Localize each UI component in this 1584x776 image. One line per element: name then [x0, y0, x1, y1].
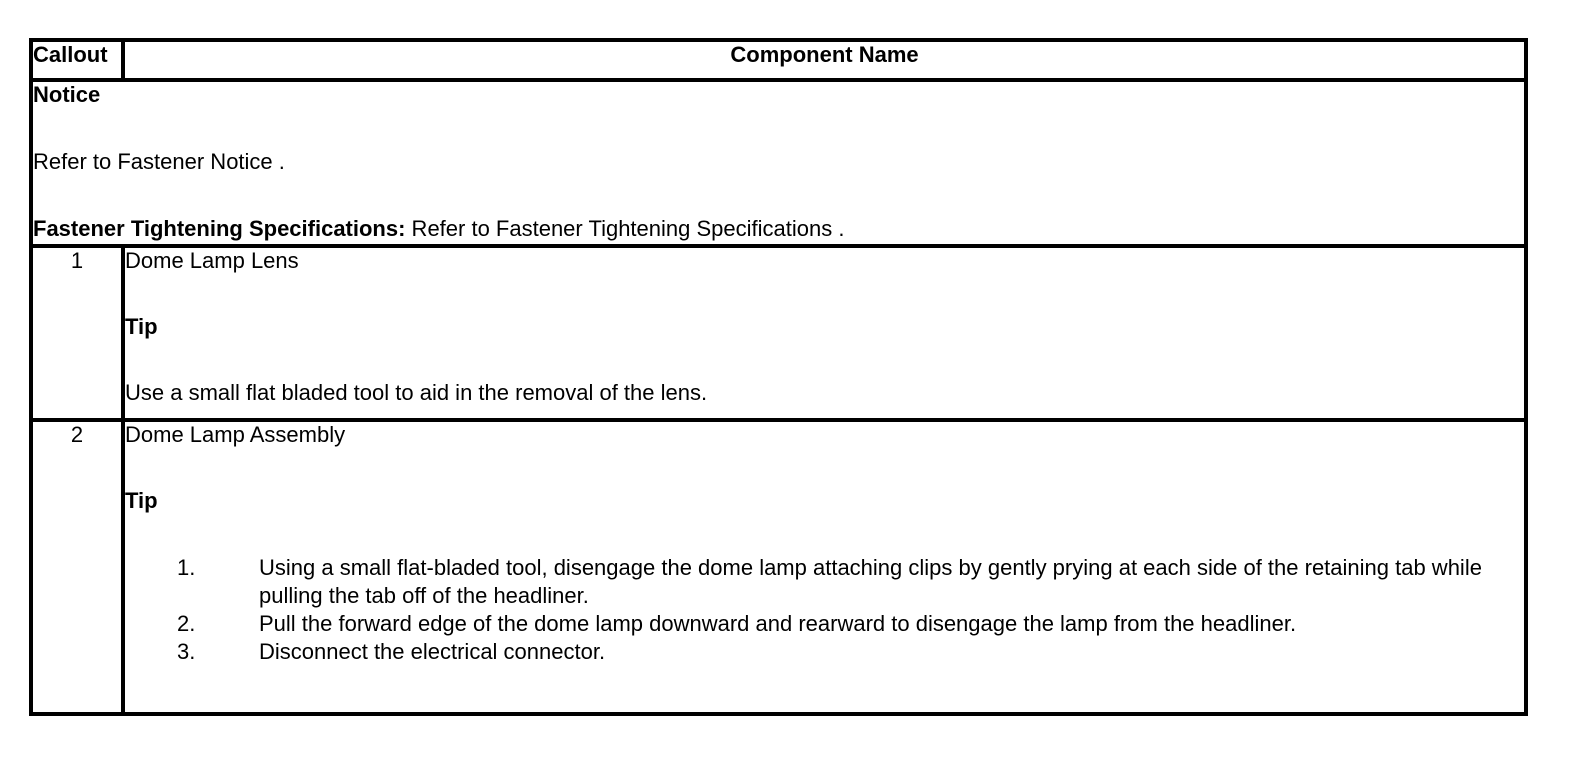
notice-row: [31, 80, 1526, 246]
table-row: [31, 246, 1526, 420]
step-number: 3.: [177, 639, 196, 664]
component-cell: [123, 420, 1526, 714]
table-row: [31, 420, 1526, 714]
step-text: Using a small flat-bladed tool, disengage the dome lamp attaching clips by gently prying at each side of the retaining tab while pulling the tab off of the headliner.: [259, 555, 1482, 608]
notice-text: Refer to Fastener Notice .: [33, 149, 285, 174]
fastener-spec: [33, 216, 1524, 242]
component-table: [29, 38, 1528, 716]
tip-label: Tip: [125, 488, 158, 513]
list-item: [177, 554, 1524, 610]
tip-label: Tip: [125, 314, 158, 339]
fastener-spec-text: Refer to Fastener Tightening Specifications .: [405, 216, 845, 241]
component-name: Dome Lamp Assembly: [125, 422, 346, 447]
list-item: [177, 638, 1524, 666]
step-number: 1.: [177, 555, 196, 580]
step-text: Disconnect the electrical connector.: [259, 639, 606, 664]
tip-text: Use a small flat bladed tool to aid in the removal of the lens.: [125, 380, 708, 405]
header-callout: Callout: [31, 40, 123, 80]
step-number: 2.: [177, 611, 196, 636]
header-component-name: Component Name: [123, 40, 1526, 80]
notice-cell: [31, 80, 1526, 246]
header-row: [31, 40, 1526, 80]
component-cell: [123, 246, 1526, 420]
fastener-spec-label: Fastener Tightening Specifications:: [33, 216, 406, 241]
component-name: Dome Lamp Lens: [125, 248, 299, 273]
list-item: [177, 610, 1524, 638]
step-text: Pull the forward edge of the dome lamp downward and rearward to disengage the lamp from the headliner.: [259, 611, 1297, 636]
notice-title: Notice: [33, 82, 101, 107]
callout-number: 1: [31, 246, 123, 420]
callout-number: 2: [31, 420, 123, 714]
steps-list: [125, 554, 1524, 666]
